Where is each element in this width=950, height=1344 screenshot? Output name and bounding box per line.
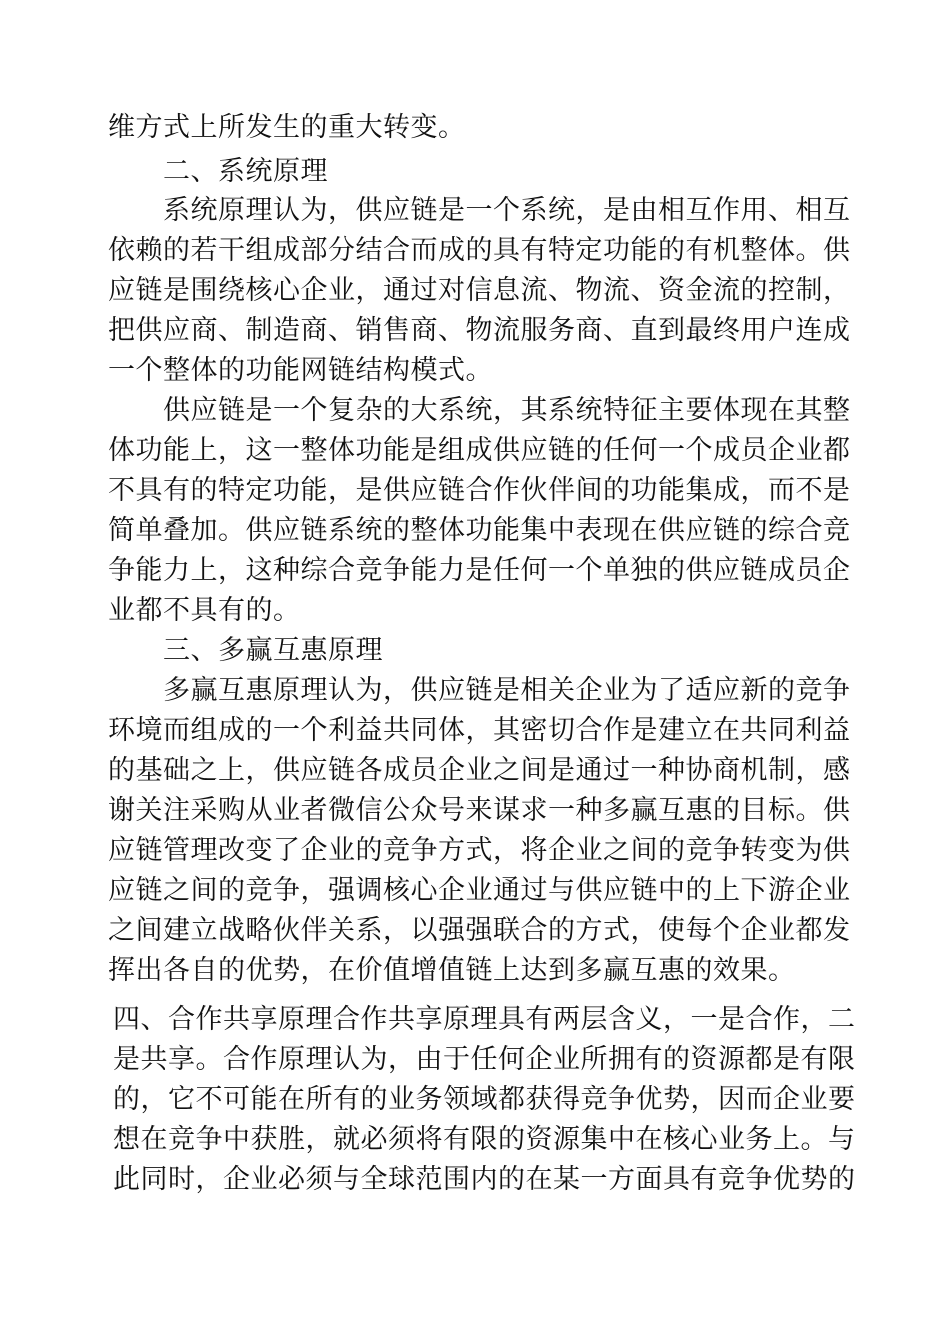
text-line: 的，它不可能在所有的业务领域都获得竞争优势，因而企业要 <box>113 1084 856 1115</box>
text-line: 维方式上所发生的重大转变。 <box>108 112 466 143</box>
text-line: 应链是围绕核心企业，通过对信息流、物流、资金流的控制， <box>108 275 851 306</box>
text-line: 不具有的特定功能，是供应链合作伙伴间的功能集成，而不是 <box>108 475 851 506</box>
text-line: 此同时，企业必须与全球范围内的在某一方面具有竞争优势的 <box>113 1164 856 1195</box>
text-line: 谢关注采购从业者微信公众号来谋求一种多赢互惠的目标。供 <box>108 795 851 826</box>
section-heading-system-principle: 二、系统原理 <box>163 156 328 187</box>
text-line: 简单叠加。供应链系统的整体功能集中表现在供应链的综合竞 <box>108 515 851 546</box>
text-line: 想在竞争中获胜，就必须将有限的资源集中在核心业务上。与 <box>113 1124 856 1155</box>
text-line: 挥出各自的优势，在价值增值链上达到多赢互惠的效果。 <box>108 955 796 986</box>
text-line: 的基础之上，供应链各成员企业之间是通过一种协商机制，感 <box>108 755 851 786</box>
text-line: 依赖的若干组成部分结合而成的具有特定功能的有机整体。供 <box>108 235 851 266</box>
text-line: 之间建立战略伙伴关系，以强强联合的方式，使每个企业都发 <box>108 915 851 946</box>
text-line: 应链之间的竞争，强调核心企业通过与供应链中的上下游企业 <box>108 875 851 906</box>
text-line: 业都不具有的。 <box>108 595 301 626</box>
text-line: 是共享。合作原理认为，由于任何企业所拥有的资源都是有限 <box>113 1044 856 1075</box>
text-line: 供应链是一个复杂的大系统，其系统特征主要体现在其整 <box>163 395 851 426</box>
text-line: 应链管理改变了企业的竞争方式，将企业之间的竞争转变为供 <box>108 835 851 866</box>
section-heading-win-win-principle: 三、多赢互惠原理 <box>163 635 383 666</box>
text-line: 一个整体的功能网链结构模式。 <box>108 355 493 386</box>
text-line: 争能力上，这种综合竞争能力是任何一个单独的供应链成员企 <box>108 555 851 586</box>
text-line: 体功能上，这一整体功能是组成供应链的任何一个成员企业都 <box>108 435 851 466</box>
text-line: 系统原理认为，供应链是一个系统，是由相互作用、相互 <box>163 195 851 226</box>
text-line: 多赢互惠原理认为，供应链是相关企业为了适应新的竞争 <box>163 675 851 706</box>
section-heading-cooperation-sharing-principle: 四、合作共享原理合作共享原理具有两层含义，一是合作，二 <box>113 1004 856 1035</box>
text-line: 把供应商、制造商、销售商、物流服务商、直到最终用户连成 <box>108 315 851 346</box>
text-line: 环境而组成的一个利益共同体，其密切合作是建立在共同利益 <box>108 715 851 746</box>
